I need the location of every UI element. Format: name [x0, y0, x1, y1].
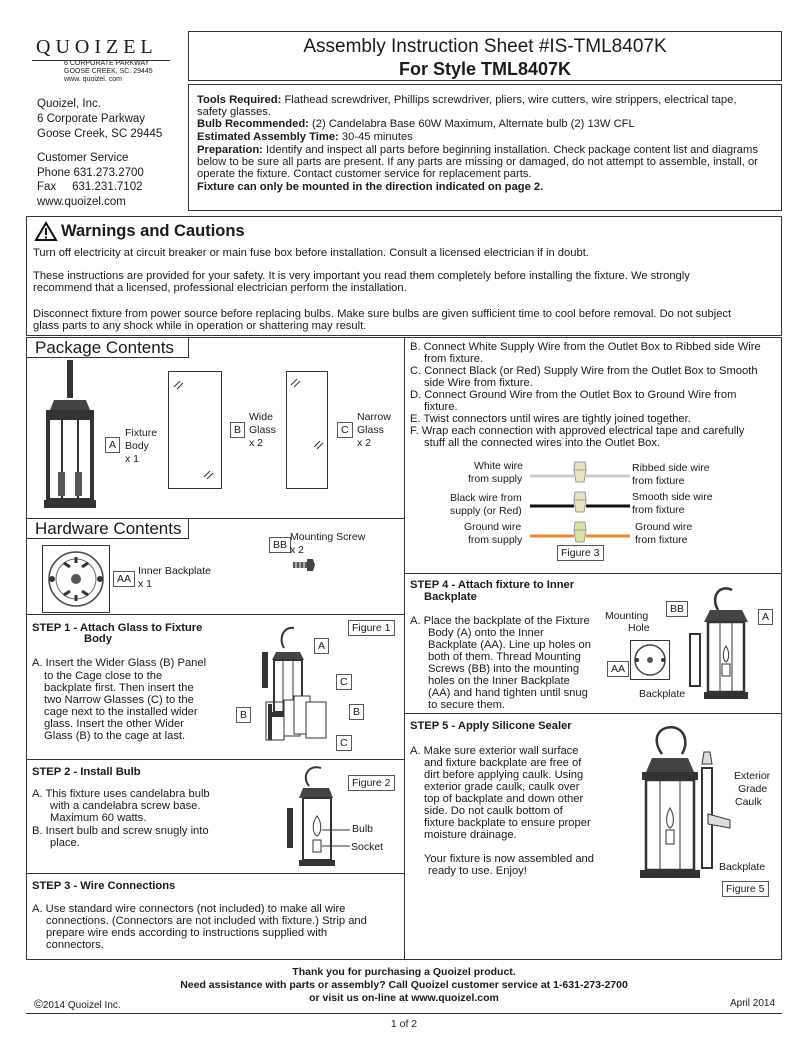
step5-line4: exterior grade caulk, caulk over [424, 781, 580, 793]
smooth-wire-label1: Smooth side wire [632, 491, 713, 503]
step3-title: STEP 3 - Wire Connections [32, 880, 176, 892]
step5-line3: dirt before applying caulk. Using [424, 769, 584, 781]
fig1-label-c1: C [336, 674, 352, 690]
footer-date: April 2014 [730, 998, 776, 1009]
narrow-glass-name2: Glass [357, 424, 384, 436]
step4-line4: both of them. Thread Mounting [428, 651, 581, 663]
tools-label: Tools Required: [197, 94, 282, 106]
footer-help: Need assistance with parts or assembly? Call Quoizel customer service at 1-631-273-2700 [180, 979, 628, 991]
warnings-box [26, 216, 782, 336]
company-phone: Phone 631.273.2700 [37, 167, 144, 179]
step3-line4: connectors. [46, 939, 104, 951]
tools-text: Flathead screwdriver, Phillips screwdriver, pliers, wire cutters, wire strippers, electrical tape, [284, 94, 737, 106]
step4-title2: Backplate [424, 591, 477, 603]
wire-connection-diagram [530, 448, 630, 538]
step5-title: STEP 5 - Apply Silicone Sealer [410, 720, 572, 732]
prep-line-2: below to be sure all parts are present. If any parts are missing or damaged, do not attempt to assemble, install, or [197, 156, 758, 168]
ribbed-wire-label1: Ribbed side wire [632, 462, 710, 474]
step2-line1: A. This fixture uses candelabra bulb [32, 788, 210, 800]
step1-title2: Body [84, 633, 112, 645]
step5-backplate-label: Backplate [719, 861, 766, 873]
direction-note: Fixture can only be mounted in the direction indicated on page 2. [197, 181, 544, 193]
wide-glass-qty: x 2 [249, 437, 264, 449]
bulb-label: Bulb [352, 823, 374, 835]
step1-line2: to the Cage close to the [44, 670, 163, 682]
fixture-body-qty: x 1 [125, 453, 140, 465]
narrow-glass-name1: Narrow [357, 411, 391, 423]
label-b: B [230, 422, 245, 438]
company-fax: Fax 631.231.7102 [37, 181, 143, 193]
wide-glass-name1: Wide [249, 411, 273, 423]
prep-text: Identify and inspect all parts before beginning installation. Check package content list and diagrams [266, 144, 758, 156]
step5-line1: A. Make sure exterior wall surface [410, 745, 579, 757]
label-c: C [337, 422, 353, 438]
black-wire-label1: Black wire from [450, 492, 522, 504]
warnings-title: Warnings and Cautions [61, 222, 245, 240]
wiring-c2: side Wire from fixture. [424, 377, 533, 389]
narrow-glass-illustration [286, 371, 328, 489]
step1-line4: two Narrow Glasses (C) to the [44, 694, 194, 706]
step4-line5: Screws (BB) into the mounting [428, 663, 580, 675]
fig1-label-b2: B [349, 704, 364, 720]
bulb-leader-lines [322, 826, 352, 850]
page-title: Assembly Instruction Sheet #IS-TML8407K [303, 36, 667, 57]
warning-p1: Turn off electricity at circuit breaker or main fuse box before installation. Consult a licensed electrician if in doubt. [33, 247, 589, 259]
step2-line5: place. [50, 837, 80, 849]
step5-line9: Your fixture is now assembled and [424, 853, 594, 865]
label-bb: BB [269, 537, 291, 553]
bulb-line [197, 118, 635, 130]
logo-box [30, 30, 172, 88]
fig1-label-a: A [314, 638, 329, 654]
copyright-line [34, 997, 121, 1011]
wide-glass-illustration [168, 371, 222, 489]
exterior-caulk-label3: Caulk [735, 796, 762, 808]
prep-label: Preparation: [197, 144, 263, 156]
footer-thanks: Thank you for purchasing a Quoizel product. [292, 966, 516, 978]
step1-line7: Glass (B) to the cage at last. [44, 730, 186, 742]
fixture-body-name2: Body [125, 440, 149, 452]
figure5-label: Figure 5 [722, 881, 769, 897]
step3-line1: A. Use standard wire connectors (not included) to make all wire [32, 903, 346, 915]
mounting-hole-label2: Hole [628, 622, 650, 634]
step2-line4: B. Insert bulb and screw snugly into [32, 825, 209, 837]
figure1-glass-panels [266, 690, 336, 750]
wide-glass-name2: Glass [249, 424, 276, 436]
step1-line6: glass. Insert the other Wider [44, 718, 184, 730]
ground-fixture-label1: Ground wire [635, 521, 693, 533]
step5-line8: moisture drainage. [424, 829, 517, 841]
brand-logo: QUOIZEL [36, 36, 158, 58]
step3-line2: connections. (Connectors are not included with fixture.) Strip and [46, 915, 367, 927]
narrow-glass-qty: x 2 [357, 437, 372, 449]
socket-label: Socket [351, 841, 384, 853]
step1-divider [26, 614, 405, 615]
prep-line [197, 144, 758, 156]
inner-backplate-illustration [42, 545, 110, 613]
time-text: 30-45 minutes [341, 131, 413, 143]
step2-line3: Maximum 60 watts. [50, 812, 147, 824]
inner-backplate-name: Inner Backplate [138, 565, 211, 577]
wiring-d1: D. Connect Ground Wire from the Outlet Box to Ground Wire from [410, 389, 737, 401]
step1-line5: cage next to the installed wider [44, 706, 198, 718]
company-web: www.quoizel.com [37, 196, 126, 208]
figure2-label: Figure 2 [348, 775, 395, 791]
exterior-caulk-label1: Exterior [734, 770, 771, 782]
white-wire-label1: White wire [474, 460, 524, 472]
fig1-label-c2: C [336, 735, 352, 751]
time-label: Estimated Assembly Time: [197, 131, 339, 143]
figure3-label: Figure 3 [557, 545, 604, 561]
step2-line2: with a candelabra screw base. [50, 800, 201, 812]
wiring-b1: B. Connect White Supply Wire from the Outlet Box to Ribbed side Wire [410, 341, 761, 353]
company-city: Goose Creek, SC 29445 [37, 128, 163, 140]
bulb-label: Bulb Recommended: [197, 118, 309, 130]
step4-backplate-label: Backplate [639, 688, 686, 700]
info-box [188, 84, 782, 211]
ground-fixture-label2: from fixture [635, 534, 688, 546]
step2-title: STEP 2 - Install Bulb [32, 766, 141, 778]
step2-divider [26, 759, 405, 760]
step5-line7: fixture backplate to ensure proper [424, 817, 591, 829]
copyright-text: 2014 Quoizel Inc. [42, 1000, 121, 1011]
exterior-caulk-label2: Grade [738, 783, 768, 795]
step1-line3: backplate first. Then insert the [44, 682, 194, 694]
hardware-title: Hardware Contents [35, 519, 182, 538]
inner-backplate-qty: x 1 [138, 578, 153, 590]
warning-p3b: glass parts to any shock while in operation or shattering may result. [33, 320, 367, 332]
wiring-c1: C. Connect Black (or Red) Supply Wire from the Outlet Box to Smooth [410, 365, 758, 377]
time-line [197, 131, 413, 143]
step4-divider [404, 573, 782, 574]
warning-p2b: recommend that a licensed, professional electrician perform the installation. [33, 282, 407, 294]
step5-line6: side. Do not caulk bottom of [424, 805, 563, 817]
step1-title: STEP 1 - Attach Glass to Fixture [32, 622, 203, 634]
step5-fixture-illustration [628, 724, 738, 884]
tools-line-2: safety glasses. [197, 106, 271, 118]
bulb-text: (2) Candelabra Base 60W Maximum, Alternate bulb (2) 13W CFL [312, 118, 635, 130]
logo-address-1: 6 CORPORATE PARKWAY [64, 60, 150, 67]
page-number: 1 of 2 [390, 1018, 418, 1030]
wiring-e1: E. Twist connectors until wires are tightly joined together. [410, 413, 691, 425]
mounting-screw-name: Mounting Screw [290, 531, 366, 543]
footer-online: or visit us on-line at www.quoizel.com [309, 992, 499, 1004]
black-wire-label2: supply (or Red) [450, 505, 522, 517]
prep-line-3: operate the fixture. Contact customer service for replacement parts. [197, 168, 532, 180]
step4-line8: to secure them. [428, 699, 506, 711]
customer-service-label: Customer Service [37, 152, 129, 164]
tools-line [197, 94, 736, 106]
mounting-screw-icon [293, 558, 317, 572]
copyright-icon: © [34, 997, 43, 1011]
step4-line7: (AA) and hand tighten until snug [428, 687, 588, 699]
step4-line3: Backplate (AA). Line up holes on [428, 639, 591, 651]
mounting-screw-qty: x 2 [290, 544, 305, 556]
wiring-f1: F. Wrap each connection with approved electrical tape and carefully [410, 425, 745, 437]
step4-title: STEP 4 - Attach fixture to Inner [410, 579, 575, 591]
label-aa: AA [113, 571, 135, 587]
warning-icon [35, 222, 57, 241]
package-title: Package Contents [35, 338, 174, 357]
company-name: Quoizel, Inc. [37, 98, 101, 110]
fig1-label-b1: B [236, 707, 251, 723]
logo-web: www. quoizel. com [64, 76, 122, 83]
step4-backplate-illustration [630, 640, 670, 680]
warning-p2a: These instructions are provided for your safety. It is very important you read them completely before installing the fixture. We strongly [33, 270, 690, 282]
package-title-box [26, 337, 189, 358]
step5-divider [404, 713, 782, 714]
warning-p3a: Disconnect fixture from power source before replacing bulbs. Make sure bulbs are given sufficient time to cool before removal. Do not subject [33, 308, 732, 320]
logo-address-2: GOOSE CREEK, SC. 29445 [64, 68, 153, 75]
logo-divider [32, 60, 170, 61]
white-wire-label2: from supply [468, 473, 523, 485]
page-subtitle: For Style TML8407K [398, 59, 572, 79]
step4-fixture-illustration [686, 584, 766, 714]
step3-line3: prepare wire ends according to instructions supplied with [46, 927, 328, 939]
figure2-illustration [283, 764, 353, 874]
step5-line2: and fixture backplate are free of [424, 757, 582, 769]
step4-line6: holes on the Inner Backplate [428, 675, 570, 687]
step5-line10: ready to use. Enjoy! [428, 865, 527, 877]
step4-line1: A. Place the backplate of the Fixture [410, 615, 590, 627]
step4-label-aa: AA [607, 661, 629, 677]
wiring-f2: stuff all the connected wires into the Outlet Box. [424, 437, 661, 449]
mounting-hole-label1: Mounting [605, 610, 649, 622]
hardware-title-box [26, 518, 189, 539]
wiring-b2: from fixture. [424, 353, 484, 365]
header-box [188, 31, 782, 81]
footer-rule [26, 1013, 782, 1014]
step5-line5: top of backplate and down other [424, 793, 584, 805]
step4-label-bb: BB [666, 601, 688, 617]
step4-line2: Body (A) onto the Inner [428, 627, 544, 639]
ground-wire-label2: from supply [468, 534, 523, 546]
ground-wire-label1: Ground wire [464, 521, 522, 533]
company-street: 6 Corporate Parkway [37, 113, 146, 125]
step1-line1: A. Insert the Wider Glass (B) Panel [32, 657, 207, 669]
wiring-d2: fixture. [424, 401, 458, 413]
smooth-wire-label2: from fixture [632, 504, 685, 516]
fixture-body-name1: Fixture [125, 427, 158, 439]
step3-divider [26, 873, 405, 874]
label-a: A [105, 437, 120, 453]
figure1-label: Figure 1 [348, 620, 395, 636]
fixture-body-illustration [40, 360, 100, 510]
step4-label-a: A [758, 609, 773, 625]
ribbed-wire-label2: from fixture [632, 475, 685, 487]
